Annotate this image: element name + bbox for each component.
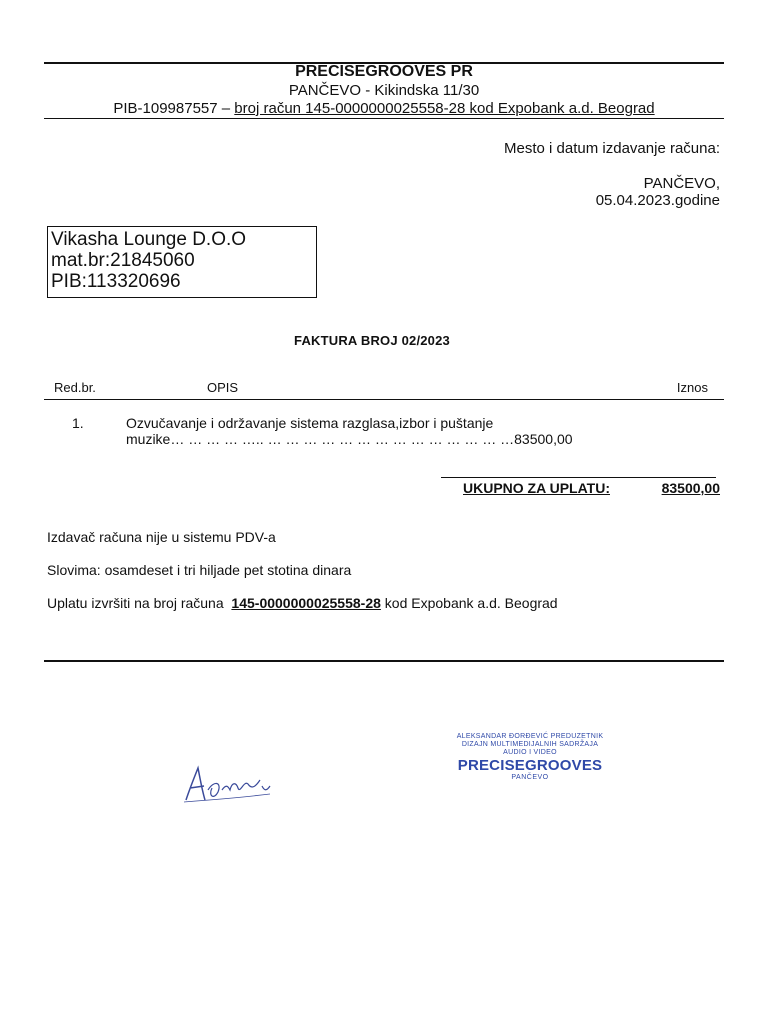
client-pib: PIB:113320696 — [51, 271, 181, 292]
payment-instruction — [47, 595, 558, 611]
payment-suffix: kod Expobank a.d. Beograd — [384, 595, 558, 611]
total-value: 83500,00 — [661, 480, 720, 496]
payment-prefix: Uplatu izvršiti na broj računa — [47, 595, 224, 611]
vat-note: Izdavač računa nije u sistemu PDV-a — [47, 529, 276, 545]
stamp-city: PANČEVO — [511, 774, 549, 781]
bottom-rule — [44, 660, 724, 662]
company-bank-account: broj račun 145-0000000025558-28 kod Expobank a.d. Beograd — [234, 100, 655, 117]
payment-account: 145-0000000025558-28 — [231, 595, 381, 611]
invoice-title: FAKTURA BROJ 02/2023 — [294, 333, 450, 348]
header-rule — [44, 118, 724, 119]
client-box — [47, 226, 317, 298]
company-street: - Kikindska 11/30 — [365, 82, 480, 99]
company-stamp — [440, 733, 620, 781]
row-amount: 83500,00 — [514, 431, 573, 447]
row-number: 1. — [72, 415, 84, 431]
client-mat: mat.br:21845060 — [51, 250, 195, 271]
total-label: UKUPNO ZA UPLATU: — [463, 480, 610, 496]
row-desc-line2 — [126, 431, 573, 447]
col-header-amount: Iznos — [676, 380, 708, 395]
issue-city: PANČEVO, — [643, 175, 720, 192]
stamp-line-1: ALEKSANDAR ĐORĐEVIĆ PREDUZETNIK — [456, 733, 604, 740]
company-pib-line — [0, 100, 768, 117]
col-header-desc: OPIS — [207, 380, 239, 395]
table-header-rule — [44, 399, 724, 400]
amount-in-words: Slovima: osamdeset i tri hiljade pet stotina dinara — [47, 562, 352, 578]
company-city: PANČEVO — [288, 82, 362, 99]
row-desc-line1: Ozvučavanje i održavanje sistema razglasa,izbor i puštanje — [126, 415, 494, 431]
stamp-line-3: AUDIO I VIDEO — [503, 749, 557, 756]
client-name: Vikasha Lounge D.O.O — [51, 229, 247, 250]
signature — [178, 760, 278, 810]
stamp-brand: PRECISEGROOVES — [457, 757, 603, 774]
company-name: PRECISEGROOVES PR — [295, 63, 473, 80]
row-desc-text: muzike… … … … ….. … … … … … … … … … … … … … … — [126, 431, 515, 447]
col-header-no: Red.br. — [54, 380, 96, 395]
company-pib: PIB-109987557 – — [113, 100, 231, 117]
issue-date: 05.04.2023.godine — [595, 192, 720, 209]
company-address — [0, 82, 768, 99]
total-rule — [441, 477, 716, 478]
issue-label: Mesto i datum izdavanje računa: — [504, 140, 720, 157]
stamp-line-2: DIZAJN MULTIMEDIJALNIH SADRŽAJA — [461, 741, 599, 748]
